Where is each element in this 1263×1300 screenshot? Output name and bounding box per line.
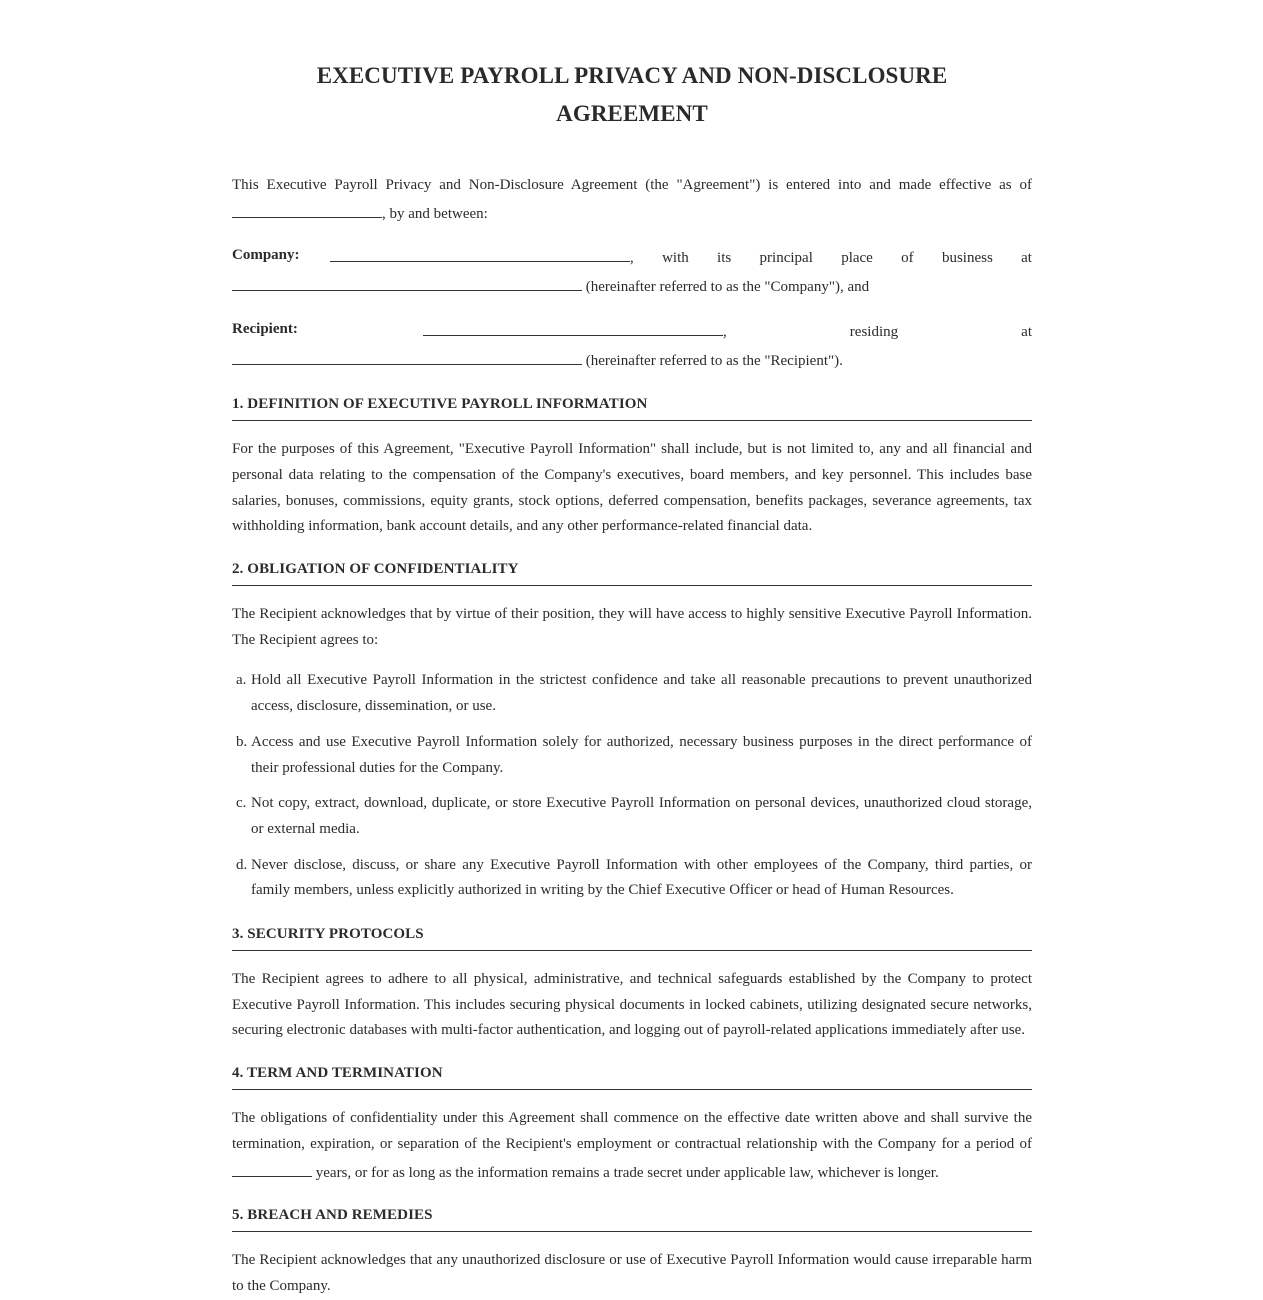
list-marker: d. xyxy=(236,856,248,873)
company-label: Company: xyxy=(232,247,300,264)
recipient-line-1 xyxy=(423,317,1032,346)
section-heading: 3. SECURITY PROTOCOLS xyxy=(232,924,1032,951)
section-2-body: The Recipient acknowledges that by virtue of their position, they will have access to highly sensitive Executive Payroll Information. The Recipient agrees to: xyxy=(232,606,1032,648)
list-item-text: Access and use Executive Payroll Information solely for authorized, necessary business purposes in the direct performance of their professional duties for the Company. xyxy=(251,733,1032,776)
section-4-body xyxy=(232,1106,1032,1186)
list-item-text: Never disclose, discuss, or share any Executive Payroll Information with other employees of the Company, third parties, or family members, unless explicitly authorized in writing by the Chief Executive Officer or head of Human Resources. xyxy=(251,856,1032,899)
section-heading: 2. OBLIGATION OF CONFIDENTIALITY xyxy=(232,559,1032,586)
company-word: business xyxy=(941,250,993,267)
recipient-party-block xyxy=(232,317,1032,346)
company-word: place xyxy=(841,250,873,267)
section-5-body: The Recipient acknowledges that any unauthorized disclosure or use of Executive Payroll Information would cause irreparable harm to the Company. xyxy=(232,1252,1032,1294)
intro-text-after: , by and between: xyxy=(382,205,488,222)
title-line-1: EXECUTIVE PAYROLL PRIVACY AND NON-DISCLOSURE xyxy=(316,63,948,88)
section-heading: 4. TERM AND TERMINATION xyxy=(232,1063,1032,1090)
obligations-list xyxy=(232,668,1032,904)
section-1-body: For the purposes of this Agreement, "Executive Payroll Information" shall include, but is not limited to, any and all financial and personal data relating to the compensation of the Company's executives, board members, and key personnel. This includes base salaries, bonuses, commissions, equity grants, stock options, deferred compensation, benefits packages, severance agreements, tax withholding information, bank account details, and any other performance-related financial data. xyxy=(232,441,1032,535)
company-comma: , xyxy=(630,250,634,267)
company-line-2 xyxy=(232,272,1032,301)
recipient-label: Recipient: xyxy=(232,320,298,337)
recipient-word: at xyxy=(1021,323,1032,340)
term-years-blank[interactable] xyxy=(232,1158,312,1177)
company-address-blank[interactable] xyxy=(232,272,582,291)
section-heading: 1. DEFINITION OF EXECUTIVE PAYROLL INFORMATION xyxy=(232,394,1032,421)
section-4-text-after: years, or for as long as the information remains a trade secret under applicable law, whichever is longer. xyxy=(315,1164,939,1181)
recipient-address-blank[interactable] xyxy=(232,346,582,365)
section-4-text: The obligations of confidentiality under this Agreement shall commence on the effective date written above and shall survive the termination, expiration, or separation of the Recipient's employment or contractual relationship with the Company for a period of xyxy=(232,1110,1032,1152)
list-marker: a. xyxy=(236,672,247,689)
intro-paragraph xyxy=(232,173,1032,227)
company-line-1 xyxy=(330,243,1032,272)
list-item xyxy=(232,730,1032,781)
company-referred: (hereinafter referred to as the "Company"), and xyxy=(585,279,870,296)
effective-date-blank[interactable] xyxy=(232,199,382,218)
intro-text: This Executive Payroll Privacy and Non-Disclosure Agreement (the "Agreement") is entered into and made effective as of xyxy=(232,177,1032,193)
recipient-name-blank[interactable] xyxy=(423,317,723,336)
company-word: with xyxy=(662,250,689,267)
company-word: its xyxy=(717,250,732,267)
title-line-2: AGREEMENT xyxy=(556,101,708,126)
company-name-blank[interactable] xyxy=(330,243,630,262)
list-item-text: Hold all Executive Payroll Information in the strictest confidence and take all reasonable precautions to prevent unauthorized access, disclosure, dissemination, or use. xyxy=(251,672,1032,715)
company-word: principal xyxy=(759,250,813,267)
company-word: at xyxy=(1021,250,1032,267)
list-item-text: Not copy, extract, download, duplicate, or store Executive Payroll Information on personal devices, unauthorized cloud storage, or external media. xyxy=(251,795,1032,837)
recipient-word: residing xyxy=(849,323,899,340)
company-word: of xyxy=(901,250,914,267)
document-page xyxy=(232,0,1032,1300)
section-3-body: The Recipient agrees to adhere to all physical, administrative, and technical safeguards established by the Company to protect Executive Payroll Information. This includes securing physical documents in locked cabinets, utilizing designated secure networks, securing electronic databases with multi-factor authentication, and logging out of payroll-related applications immediately after use. xyxy=(232,971,1032,1039)
recipient-line-2 xyxy=(232,346,1032,375)
recipient-referred: (hereinafter referred to as the "Recipient"). xyxy=(585,352,843,369)
list-marker: b. xyxy=(236,733,248,750)
section-heading: 5. BREACH AND REMEDIES xyxy=(232,1205,1032,1232)
list-item xyxy=(232,668,1032,719)
list-item xyxy=(232,853,1032,904)
recipient-comma: , xyxy=(723,323,727,340)
list-item xyxy=(232,791,1032,842)
company-party-block xyxy=(232,243,1032,272)
document-title xyxy=(232,0,1032,133)
list-marker: c. xyxy=(236,795,247,812)
